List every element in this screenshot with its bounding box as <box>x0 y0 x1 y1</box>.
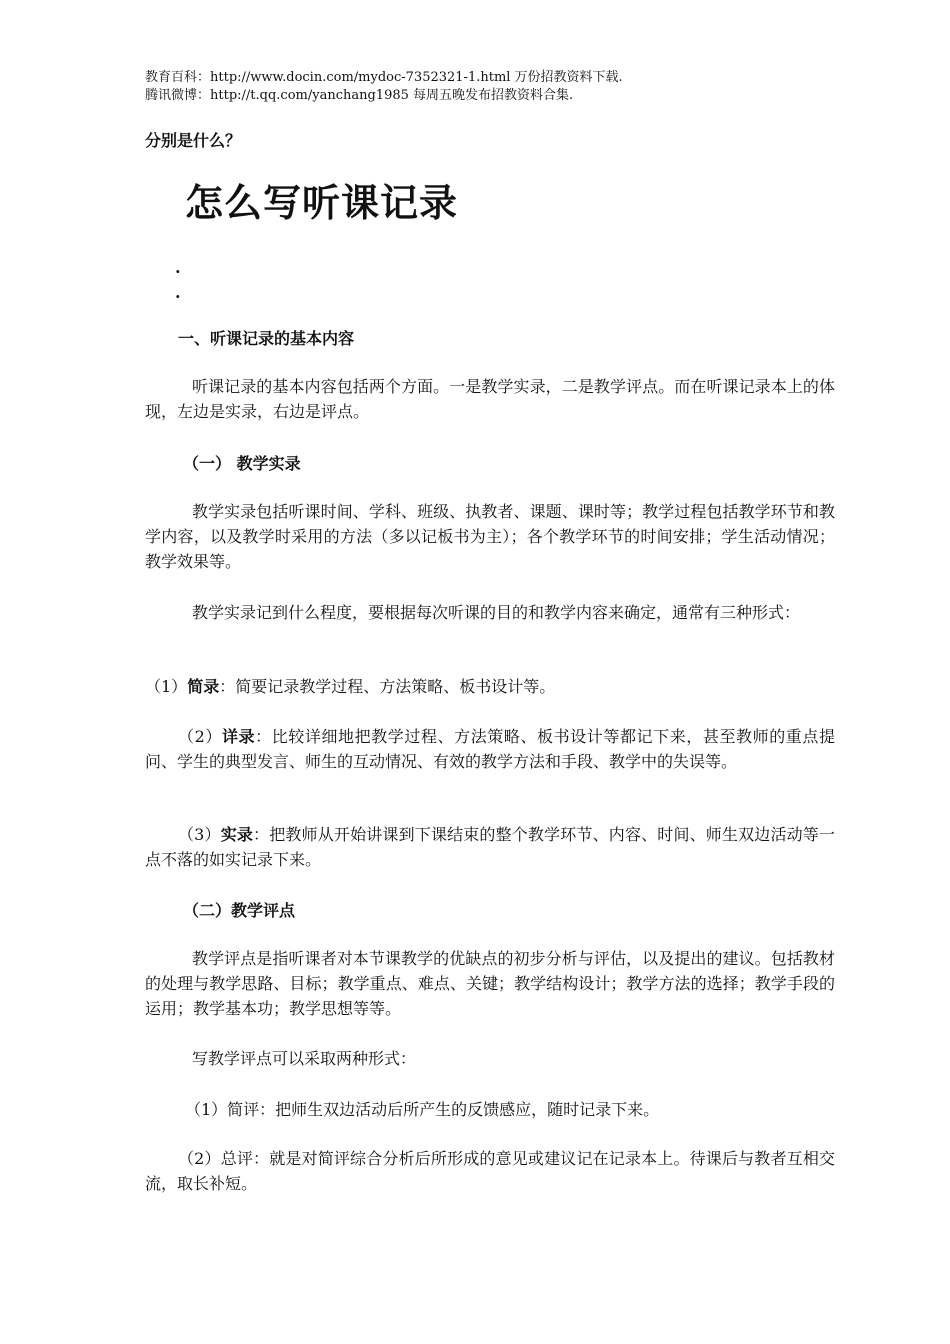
list-item-text: ：把教师从开始讲课到下课结束的整个教学环节、内容、时间、师生双边活动等一点不落的如实记录下来。 <box>145 825 835 869</box>
bullet-dot: · <box>175 262 181 281</box>
list-item-number: （1） <box>145 677 188 696</box>
header-weibo-line: 腾讯微博：http://t.qq.com/yanchang1985 每周五晚发布招教资料合集. <box>145 88 574 103</box>
list-item-number: （3） <box>178 825 221 844</box>
question-text: 分别是什么？ <box>145 131 242 150</box>
list-item-term: 详录 <box>221 727 256 746</box>
paragraph-intro: 听课记录的基本内容包括两个方面。一是教学实录，二是教学评点。而在听课记录本上的体现，左边是实录，右边是评点。 <box>145 377 835 421</box>
header-docin-line: 教育百科：http://www.docin.com/mydoc-7352321-1.html 万份招教资料下载. <box>145 70 623 85</box>
list-item-brief-record <box>145 674 835 699</box>
list-item-number: （2） <box>178 727 222 746</box>
subsection-heading-teaching-record: （一） 教学实录 <box>183 454 301 473</box>
page-title: 怎么写听课记录 <box>185 180 459 225</box>
list-item-brief-review: （1）简评：把师生双边活动后所产生的反馈感应，随时记录下来。 <box>185 1100 660 1119</box>
list-item-text: ：简要记录教学过程、方法策略、板书设计等。 <box>219 677 556 696</box>
list-item-term: 实录 <box>220 825 254 844</box>
list-item-term: 简录 <box>187 677 220 696</box>
subsection-heading-teaching-review: （二）教学评点 <box>183 901 296 920</box>
list-item-full-record <box>145 822 835 872</box>
paragraph-record-contents: 教学实录包括听课时间、学科、班级、执教者、课题、课时等；教学过程包括教学环节和教学内容，以及教学时采用的方法（多以记板书为主）；各个教学环节的时间安排；学生活动情况；教学效果等。 <box>145 502 835 571</box>
list-item-text: ：比较详细地把教学过程、方法策略、板书设计等都记下来，甚至教师的重点提问、学生的典型发言、师生的互动情况、有效的教学方法和手段、教学中的失误等。 <box>145 727 835 771</box>
list-item-overall-review: （2）总评：就是对简评综合分析后所形成的意见或建议记在记录本上。待课后与教者互相交流，取长补短。 <box>145 1149 835 1193</box>
paragraph-record-forms: 教学实录记到什么程度，要根据每次听课的目的和教学内容来确定，通常有三种形式： <box>192 603 801 622</box>
section-heading-basic-content: 一、听课记录的基本内容 <box>178 329 355 348</box>
list-item-detailed-record <box>145 724 835 774</box>
paragraph-review-forms: 写教学评点可以采取两种形式： <box>192 1049 417 1068</box>
bullet-dot: · <box>175 287 181 306</box>
paragraph-review-definition: 教学评点是指听课者对本节课教学的优缺点的初步分析与评估，以及提出的建议。包括教材的处理与教学思路、目标；教学重点、难点、关键；教学结构设计；教学方法的选择；教学手段的运用；教学基本功；教学思想等等。 <box>145 949 835 1018</box>
